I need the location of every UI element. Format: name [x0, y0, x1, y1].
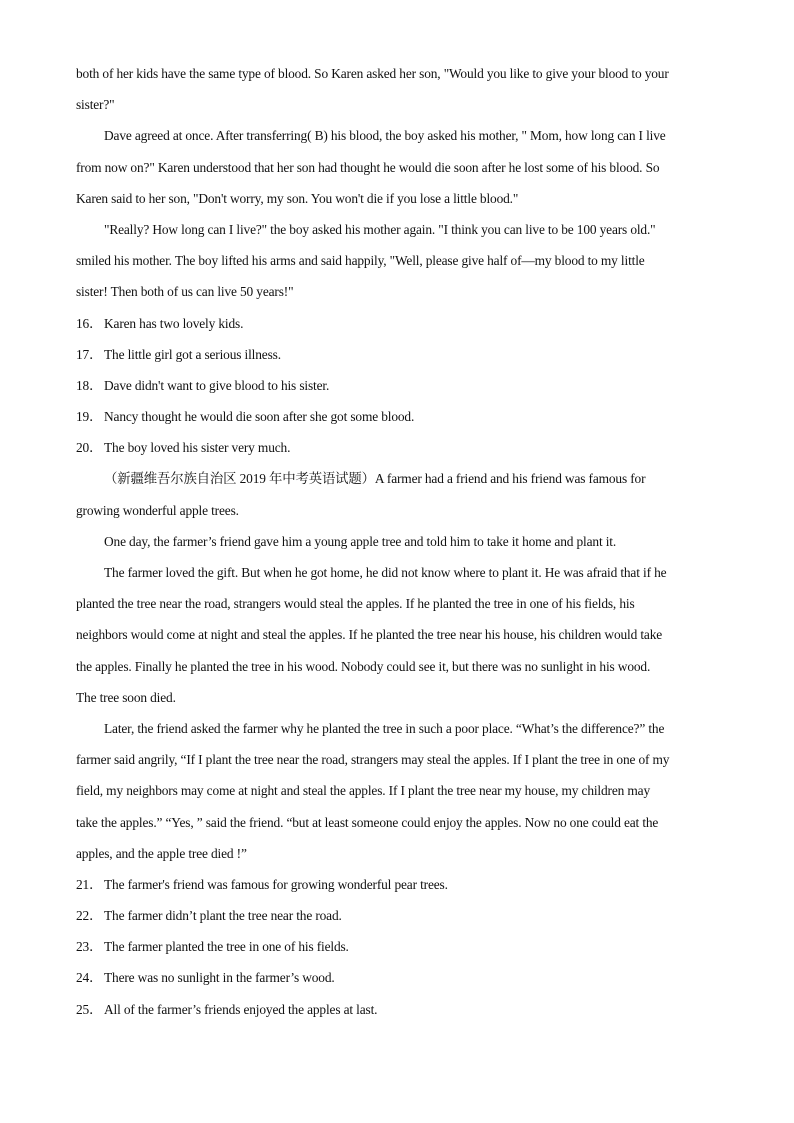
- question-number: 21．: [76, 876, 103, 892]
- question-item: [76, 900, 719, 931]
- passage-line: smiled his mother. The boy lifted his arms and said happily, "Well, please give half of—my blood to my little: [76, 253, 645, 269]
- question-item: [76, 339, 719, 370]
- question-text: There was no sunlight in the farmer’s wood.: [104, 970, 335, 986]
- passage-line: Karen said to her son, "Don't worry, my son. You won't die if you lose a little blood.": [76, 190, 519, 206]
- question-number: 18．: [76, 377, 103, 393]
- question-text: All of the farmer’s friends enjoyed the apples at last.: [104, 1001, 378, 1017]
- passage-line: One day, the farmer’s friend gave him a young apple tree and told him to take it home and plant it.: [104, 533, 617, 549]
- passage-line: （新疆维吾尔族自治区 2019 年中考英语试题）A farmer had a friend and his friend was famous for: [104, 471, 646, 487]
- passage-line: the apples. Finally he planted the tree in his wood. Nobody could see it, but there was no sunlight in his wood.: [76, 658, 651, 674]
- question-number: 16．: [76, 315, 103, 331]
- question-item: [76, 308, 719, 339]
- question-text: Nancy thought he would die soon after she got some blood.: [104, 409, 415, 425]
- passage-line: growing wonderful apple trees.: [76, 502, 239, 518]
- question-text: The farmer's friend was famous for growing wonderful pear trees.: [104, 876, 448, 892]
- question-number: 24．: [76, 970, 103, 986]
- passage-line: farmer said angrily, “If I plant the tree near the road, strangers may steal the apples. If I plant the tree in one of my: [76, 752, 670, 768]
- passage-line: The tree soon died.: [76, 689, 176, 705]
- question-item: [76, 869, 719, 900]
- question-number: 23．: [76, 939, 103, 955]
- passage-line: The farmer loved the gift. But when he got home, he did not know where to plant it. He was afraid that if he: [104, 565, 667, 580]
- passage-line: take the apples.” “Yes, ” said the friend. “but at least someone could enjoy the apples. Now no one could eat the: [76, 814, 659, 830]
- question-text: Dave didn't want to give blood to his sister.: [104, 377, 330, 393]
- question-text: The farmer planted the tree in one of his fields.: [104, 939, 349, 955]
- passage-line: sister! Then both of us can live 50 years!": [76, 284, 294, 300]
- passage-line: "Really? How long can I live?" the boy asked his mother again. "I think you can live to be 100 years old.": [104, 221, 656, 237]
- question-item: [76, 931, 719, 962]
- passage-line: Later, the friend asked the farmer why he planted the tree in such a poor place. “What’s the difference?” the: [104, 720, 665, 736]
- question-number: 20．: [76, 440, 103, 456]
- question-number: 22．: [76, 908, 103, 924]
- question-item: [76, 401, 719, 432]
- question-item: [76, 432, 719, 463]
- passage-line: from now on?" Karen understood that her son had thought he would die soon after he lost some of his blood. So: [76, 159, 660, 175]
- passage-line: neighbors would come at night and steal the apples. If he planted the tree near his house, his children would take: [76, 627, 663, 643]
- question-item: [76, 962, 719, 993]
- question-number: 19．: [76, 409, 103, 425]
- question-item: [76, 994, 719, 1025]
- passage-line: both of her kids have the same type of blood. So Karen asked her son, "Would you like to give your blood to your: [76, 66, 669, 81]
- question-text: The boy loved his sister very much.: [104, 440, 291, 456]
- document-page: [76, 58, 719, 1025]
- passage-line: field, my neighbors may come at night and steal the apples. If I plant the tree near my house, my children may: [76, 783, 650, 799]
- question-item: [76, 370, 719, 401]
- question-text: The little girl got a serious illness.: [104, 346, 281, 362]
- question-number: 17．: [76, 346, 103, 362]
- question-number: 25．: [76, 1001, 103, 1017]
- passage-line: sister?": [76, 97, 115, 113]
- passage-line: Dave agreed at once. After transferring( B) his blood, the boy asked his mother, " Mom, how long can I live: [104, 128, 666, 144]
- passage-line: planted the tree near the road, strangers would steal the apples. If he planted the tree in one of his fields, his: [76, 596, 635, 612]
- question-text: The farmer didn’t plant the tree near the road.: [104, 908, 342, 924]
- question-text: Karen has two lovely kids.: [104, 315, 244, 331]
- passage-line: apples, and the apple tree died !”: [76, 845, 247, 861]
